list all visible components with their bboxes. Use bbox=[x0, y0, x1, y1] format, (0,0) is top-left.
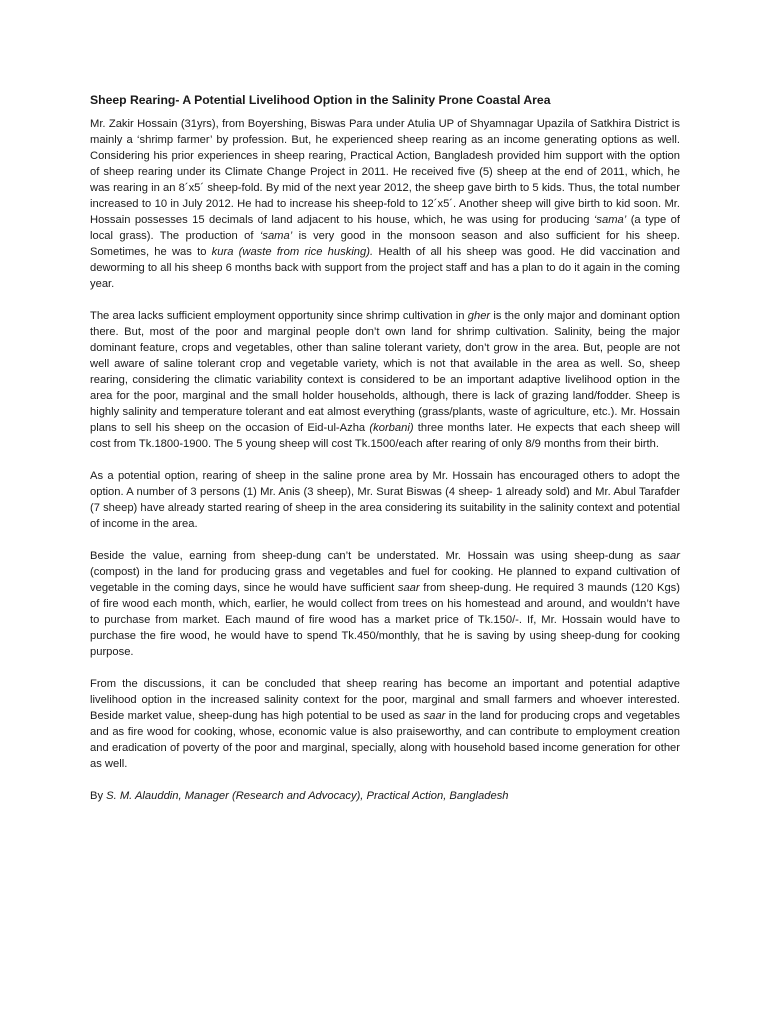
italic-term: ‘sama’ bbox=[593, 214, 627, 226]
italic-term: ‘sama’ bbox=[259, 230, 293, 242]
italic-term: saar bbox=[423, 710, 446, 722]
italic-term: saar bbox=[397, 582, 420, 594]
document-page bbox=[90, 92, 680, 804]
text-run: is the only major and dominant option there. But, most of the poor and marginal people don’t own land for shrimp cultivation. Salinity, being the major dominant feature, crops and vegetables, other than saline tolerant variety, don’t grow in the area. But, people are not well aware of saline tolerant crop and vegetable variety, which is not that available in the area as well. So, sheep rearing, considering the climatic variability context is considered to be an important adaptive livelihood option in the area for the poor, marginal and the small holder households, although, there is lack of grazing land/fodder. Sheep is highly salinity and temperature tolerant and eat almost everything (grass/plants, waste of agriculture, etc.). Mr. Hossain plans to sell his sheep on the occasion of Eid-ul-Azha bbox=[90, 310, 680, 434]
italic-term: gher bbox=[467, 310, 491, 322]
document-body bbox=[90, 116, 680, 772]
paragraph bbox=[90, 468, 680, 532]
text-run: As a potential option, rearing of sheep in the saline prone area by Mr. Hossain has encouraged others to adopt the option. A number of 3 persons (1) Mr. Anis (3 sheep), Mr. Surat Biswas (4 sheep- 1 already sold) and Mr. Abul Tarafder (7 sheep) have already started rearing of sheep in the area considering its suitability in the salinity context and potential of income in the area. bbox=[90, 470, 680, 530]
text-run: three months later. He expects that each sheep will cost from Tk.1800-1900. The 5 young sheep will cost Tk.1500/each after rearing of only 8/9 months from their birth. bbox=[90, 422, 680, 450]
document-title: Sheep Rearing- A Potential Livelihood Option in the Salinity Prone Coastal Area bbox=[90, 93, 551, 107]
text-run: From the discussions, it can be concluded that sheep rearing has become an important and potential adaptive livelihood option in the increased salinity context for the poor, marginal and small farmers and whoever interested. Beside market value, sheep-dung has high potential to be used as bbox=[90, 678, 680, 722]
byline-author: S. M. Alauddin, Manager (Research and Advocacy), Practical Action, Bangladesh bbox=[106, 790, 509, 802]
byline-prefix: By bbox=[90, 790, 107, 802]
text-run: from sheep-dung. He required 3 maunds (120 Kgs) of fire wood each month, which, earlier, he would collect from trees on his homestead and around, and wouldn’t have to purchase from market. Each maund of fire wood has a market price of Tk.150/-. If, Mr. Hossain would have to purchase the fire wood, he would have to spend Tk.450/monthly, that he is saving by using sheep-dung for cooking purpose. bbox=[90, 582, 680, 658]
paragraph bbox=[90, 308, 680, 452]
italic-term: (korbani) bbox=[369, 422, 414, 434]
byline bbox=[90, 788, 680, 804]
paragraph bbox=[90, 116, 680, 292]
text-run: (a type of local grass). The production of bbox=[90, 214, 680, 242]
text-run: Health of all his sheep was good. He did vaccination and deworming to all his sheep 6 months back with support from the project staff and has a plan to do it again in the coming year. bbox=[90, 246, 681, 290]
paragraph bbox=[90, 548, 680, 660]
text-run: Mr. Zakir Hossain (31yrs), from Boyershing, Biswas Para under Atulia UP of Shyamnagar Upazila of Satkhira District is mainly a ‘shrimp farmer’ by profession. But, he experienced sheep rearing as an income generating options as well. Considering his prior experiences in sheep rearing, Practical Action, Bangladesh provided him support with the option of sheep rearing under its Climate Change Project in 2011. He received five (5) sheep at the end of 2011, which, he was rearing in an 8´x5´ sheep-fold. By mid of the next year 2012, the sheep gave birth to 5 kids. Thus, the total number increased to 10 in July 2012. He had to increase his sheep-fold to 12´x5´. Another sheep will give birth to kid soon. Mr. Hossain possesses 15 decimals of land adjacent to his house, which, he was using for producing bbox=[90, 118, 680, 226]
text-run: in the land for producing crops and vegetables and as fire wood for cooking, whose, economic value is also praiseworthy, and can contribute to employment creation and eradication of poverty of the poor and marginal, specially, along with household based income generation for other as well. bbox=[90, 710, 680, 770]
italic-term: saar bbox=[658, 550, 680, 562]
text-run: The area lacks sufficient employment opportunity since shrimp cultivation in bbox=[90, 310, 468, 322]
italic-term: kura (waste from rice husking). bbox=[211, 246, 374, 258]
text-run: Beside the value, earning from sheep-dung can’t be understated. Mr. Hossain was using sheep-dung as bbox=[90, 550, 659, 562]
text-run: (compost) in the land for producing grass and vegetables and fuel for cooking. He planned to expand cultivation of vegetable in the coming days, since he would have sufficient bbox=[90, 566, 680, 594]
paragraph bbox=[90, 676, 680, 772]
text-run: is very good in the monsoon season and also sufficient for his sheep. Sometimes, he was to bbox=[90, 230, 680, 258]
